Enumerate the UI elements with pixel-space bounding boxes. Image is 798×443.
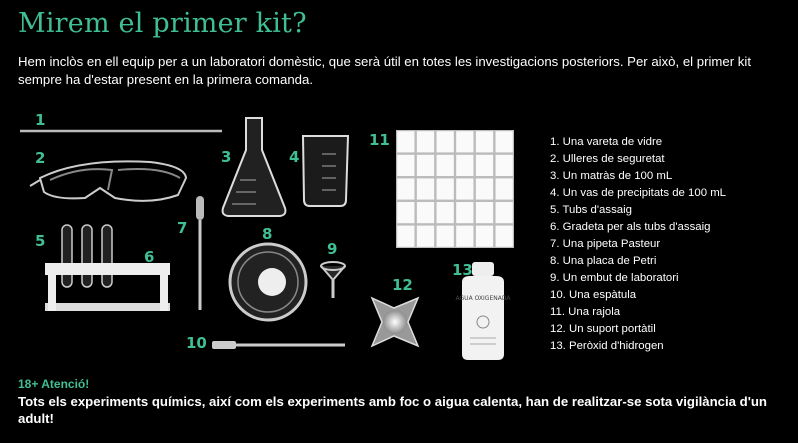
tile-square	[456, 178, 473, 199]
tile-square	[476, 131, 493, 152]
pasteur-pipette	[196, 196, 204, 310]
kit-number-10: 10	[186, 334, 207, 352]
kit-number-5: 5	[35, 232, 46, 250]
kit-number-2: 2	[35, 149, 46, 167]
list-item: 13. Peròxid d'hidrogen	[550, 340, 664, 352]
tile-square	[417, 131, 434, 152]
kit-number-12: 12	[392, 276, 413, 294]
tile-square	[437, 155, 454, 176]
safety-glasses	[30, 161, 186, 201]
tile-square	[417, 226, 434, 247]
kit-number-4: 4	[289, 148, 300, 166]
tile-square	[397, 202, 414, 223]
list-item: 2. Ulleres de seguretat	[550, 153, 665, 165]
tile	[396, 130, 514, 248]
tile-square	[496, 178, 513, 199]
bottle-label: AGUA OXIGENADA	[455, 295, 511, 302]
tile-square	[437, 226, 454, 247]
tile-square	[397, 155, 414, 176]
list-item: 5. Tubs d'assaig	[550, 204, 632, 216]
tile-square	[397, 178, 414, 199]
tile-square	[417, 155, 434, 176]
list-item: 7. Una pipeta Pasteur	[550, 238, 661, 250]
tile-square	[496, 226, 513, 247]
tile-square	[397, 226, 414, 247]
tile-square	[476, 202, 493, 223]
page-title: Mirem el primer kit?	[18, 8, 307, 39]
spatula	[212, 341, 345, 349]
warning-heading: 18+ Atenció!	[18, 377, 90, 391]
funnel	[321, 262, 345, 298]
tile-square	[496, 202, 513, 223]
tile-square	[437, 202, 454, 223]
tile-square	[397, 131, 414, 152]
conical-flask	[223, 118, 286, 216]
kit-number-6: 6	[144, 248, 155, 266]
kit-number-8: 8	[262, 225, 273, 243]
warning-text: Tots els experiments químics, així com els experiments amb foc o aigua calenta, han de realitzar-se sota vigilància d'un adult!	[18, 394, 767, 426]
tile-square	[417, 202, 434, 223]
kit-number-13: 13	[452, 261, 473, 279]
list-item: 3. Un matràs de 100 mL	[550, 170, 673, 182]
tile-square	[476, 178, 493, 199]
list-item: 11. Una rajola	[550, 306, 621, 318]
kit-number-3: 3	[221, 148, 232, 166]
tile-square	[476, 155, 493, 176]
list-item: 12. Un suport portàtil	[550, 323, 656, 335]
tile-square	[437, 178, 454, 199]
kit-number-9: 9	[327, 240, 338, 258]
list-item: 9. Un embut de laboratori	[550, 272, 679, 284]
list-item: 6. Gradeta per als tubs d'assaig	[550, 221, 711, 233]
tile-square	[456, 131, 473, 152]
tile-square	[496, 131, 513, 152]
tile-square	[456, 155, 473, 176]
list-item: 4. Un vas de precipitats de 100 mL	[550, 187, 727, 199]
tile-square	[476, 226, 493, 247]
tile-square	[456, 226, 473, 247]
list-item: 8. Una placa de Petri	[550, 255, 657, 267]
intro-text: Hem inclòs en ell equip per a un laboratori domèstic, que serà útil en totes les investigacions posteriors. Per això, el primer kit sempre ha d'estar present en la primera comanda.	[18, 54, 751, 87]
kit-number-7: 7	[177, 219, 188, 237]
kit-number-11: 11	[369, 131, 390, 149]
test-tubes	[62, 225, 112, 287]
kit-image	[0, 100, 540, 370]
kit-items-list	[550, 134, 726, 355]
list-item: 1. Una vareta de vidre	[550, 136, 663, 148]
tile-square	[437, 131, 454, 152]
portable-stand	[372, 298, 418, 346]
kit-number-1: 1	[35, 111, 46, 129]
tile-square	[496, 155, 513, 176]
list-item: 10. Una espàtula	[550, 289, 637, 301]
beaker	[303, 136, 348, 206]
tile-square	[456, 202, 473, 223]
tile-square	[417, 178, 434, 199]
petri-dish	[230, 244, 306, 320]
